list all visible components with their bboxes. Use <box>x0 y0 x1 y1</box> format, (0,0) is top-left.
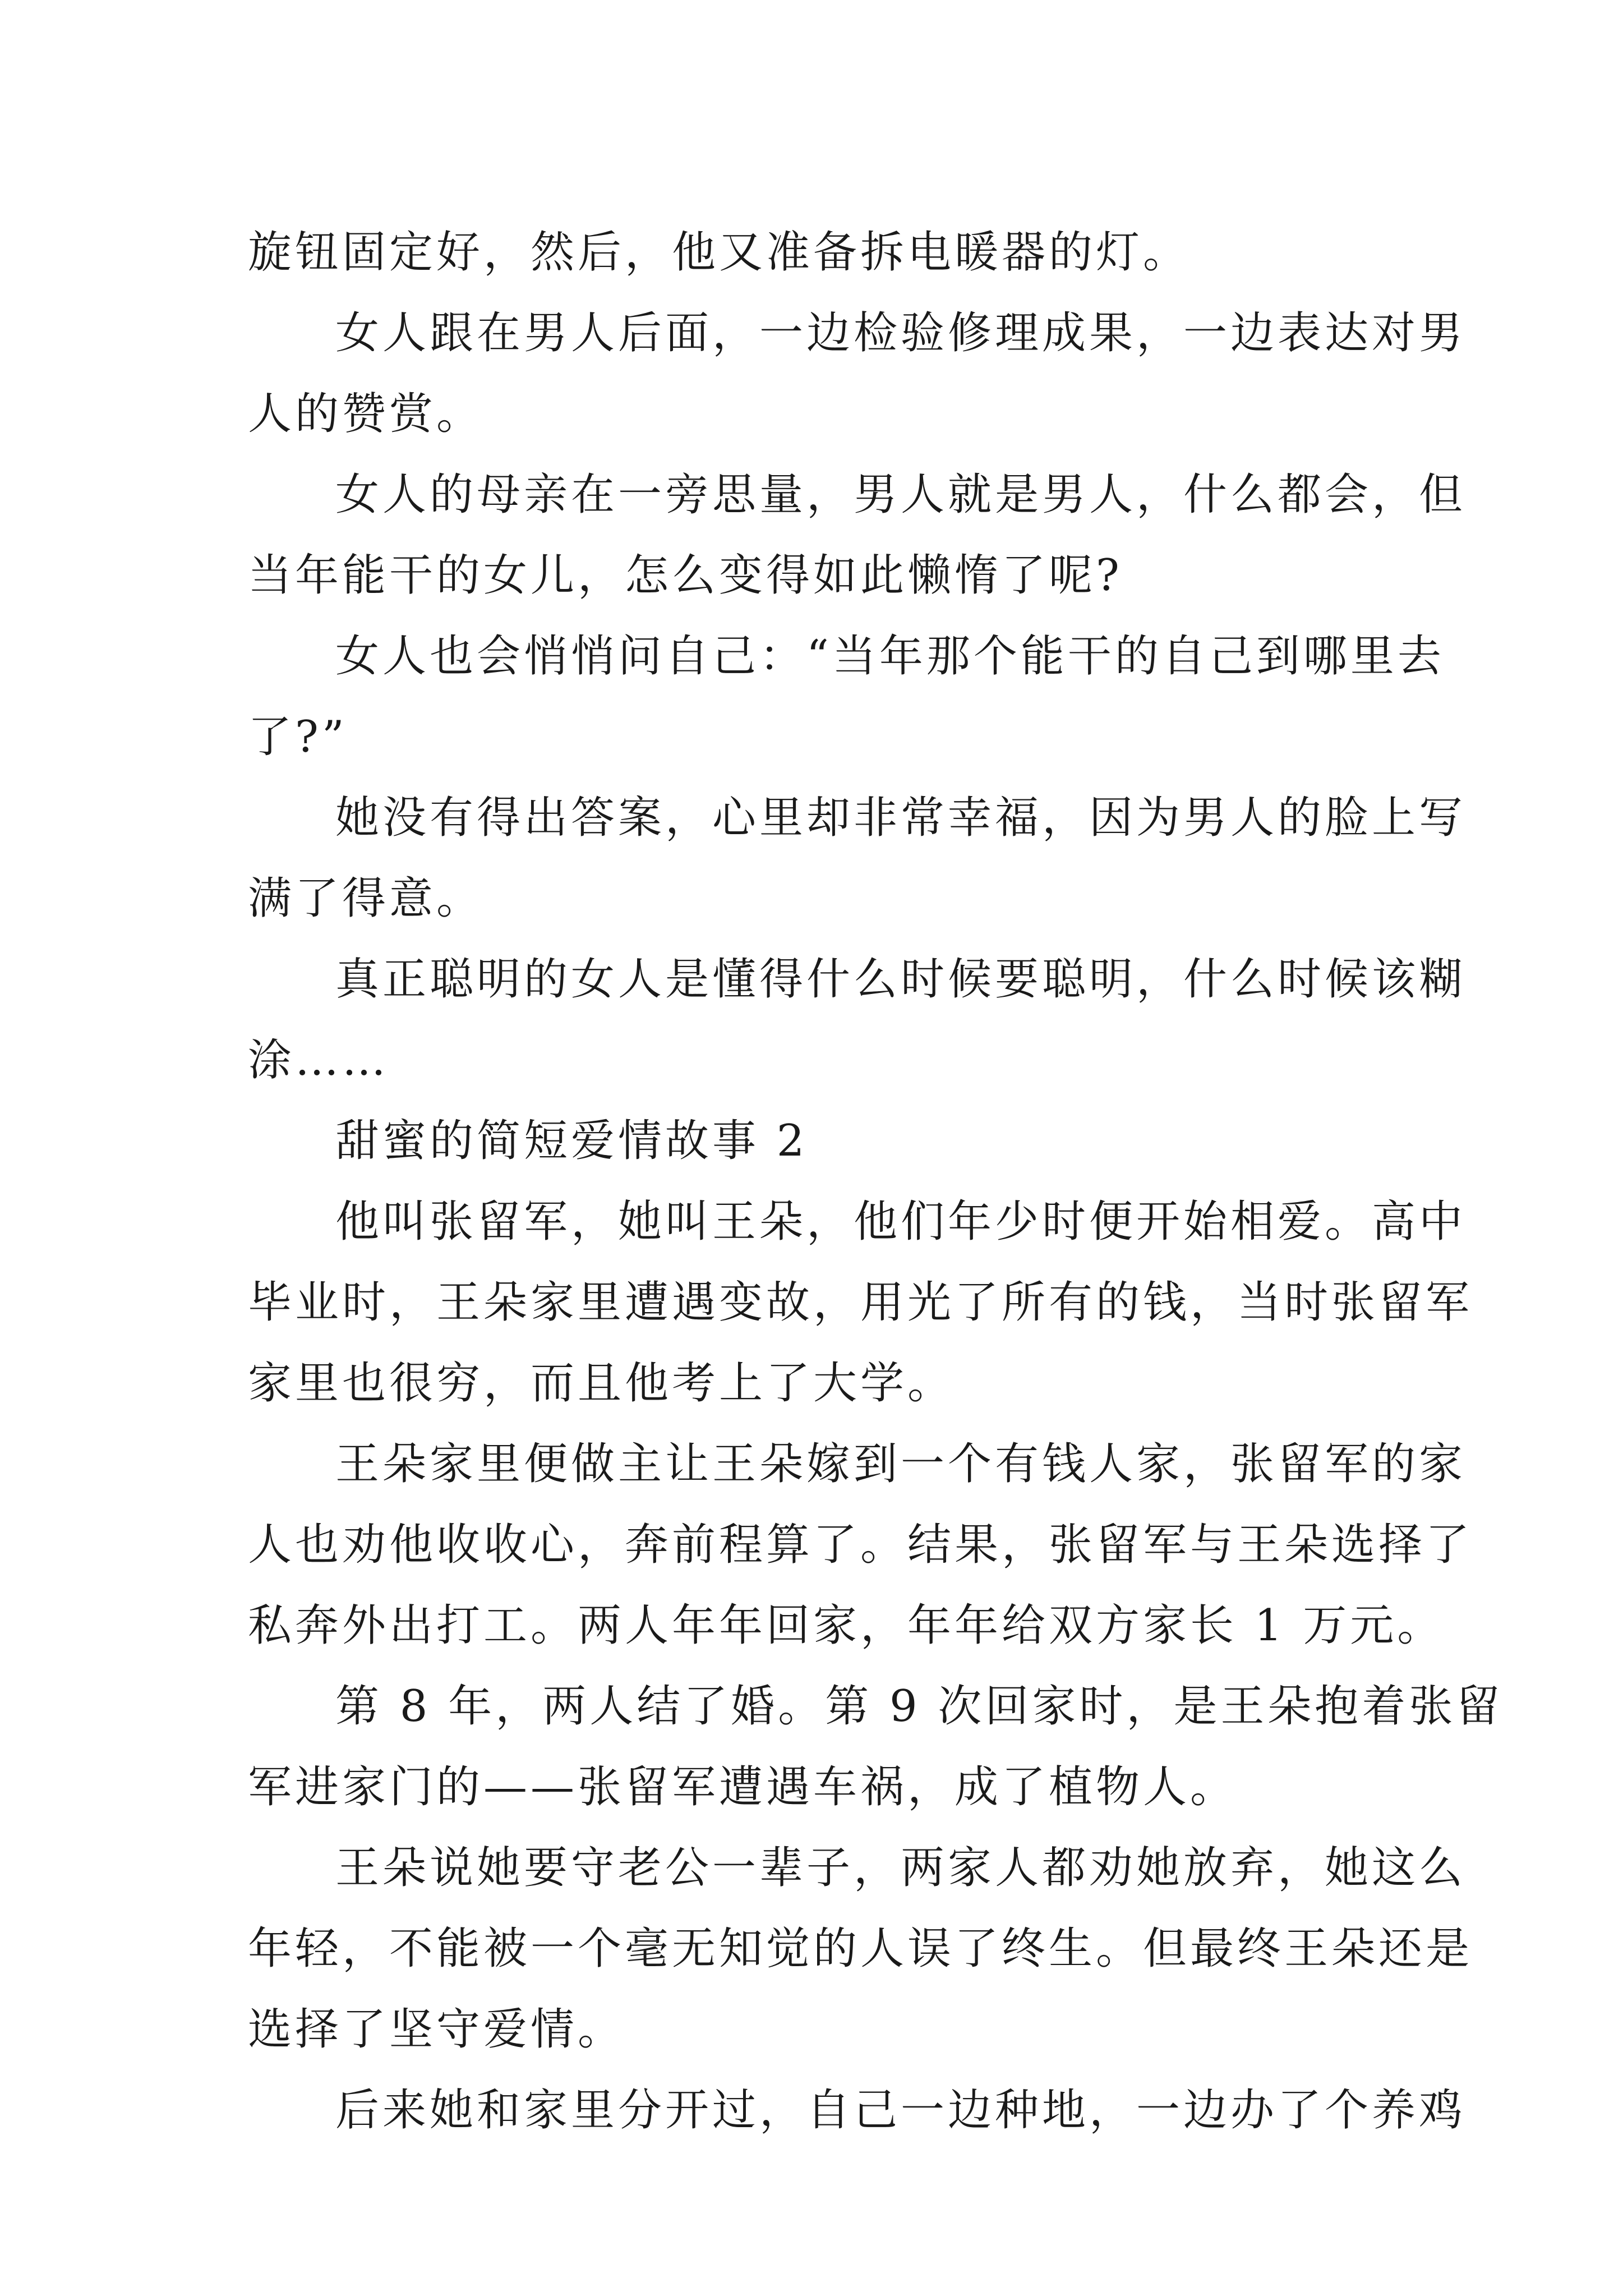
text-line: 人也劝他收收心，奔前程算了。结果，张留军与王朵选择了 <box>248 1520 1473 1570</box>
text-line: 她没有得出答案，心里却非常幸福，因为男人的脸上写 <box>335 793 1467 843</box>
text-line: 当年能干的女儿，怎么变得如此懒惰了呢? <box>248 550 1123 601</box>
text-line: 年轻，不能被一个毫无知觉的人误了终生。但最终王朵还是 <box>248 1924 1473 1974</box>
text-line: 人的赞赏。 <box>248 389 484 439</box>
text-line: 王朵说她要守老公一辈子，两家人都劝她放弃，她这么 <box>335 1843 1467 1893</box>
section-heading: 甜蜜的简短爱情故事 2 <box>335 1116 808 1166</box>
text-line: 女人也会悄悄问自己：“当年那个能干的自己到哪里去 <box>335 631 1445 682</box>
text-line: 毕业时，王朵家里遭遇变故，用光了所有的钱，当时张留军 <box>248 1277 1473 1328</box>
document-body <box>248 212 1504 2151</box>
text-line: 旋钮固定好，然后，他又准备拆电暖器的灯。 <box>248 227 1191 278</box>
text-line: 私奔外出打工。两人年年回家，年年给双方家长 1 万元。 <box>248 1600 1445 1651</box>
text-line: 涂…… <box>248 1035 390 1085</box>
text-line: 女人跟在男人后面，一边检验修理成果，一边表达对男 <box>335 308 1467 358</box>
text-line: 家里也很穷，而且他考上了大学。 <box>248 1358 955 1409</box>
text-line: 他叫张留军，她叫王朵，他们年少时便开始相爱。高中 <box>335 1197 1467 1247</box>
text-line: 第 8 年，两人结了婚。第 9 次回家时，是王朵抱着张留 <box>335 1681 1504 1732</box>
text-line: 女人的母亲在一旁思量，男人就是男人，什么都会，但 <box>335 470 1467 520</box>
text-line: 了?” <box>248 712 348 762</box>
text-line: 后来她和家里分开过，自己一边种地，一边办了个养鸡 <box>335 2085 1467 2136</box>
text-line: 军进家门的——张留军遭遇车祸，成了植物人。 <box>248 1762 1238 1812</box>
text-line: 王朵家里便做主让王朵嫁到一个有钱人家，张留军的家 <box>335 1439 1467 1489</box>
text-line: 满了得意。 <box>248 873 484 924</box>
text-line: 真正聪明的女人是懂得什么时候要聪明，什么时候该糊 <box>335 954 1467 1005</box>
text-line: 选择了坚守爱情。 <box>248 2004 625 2055</box>
